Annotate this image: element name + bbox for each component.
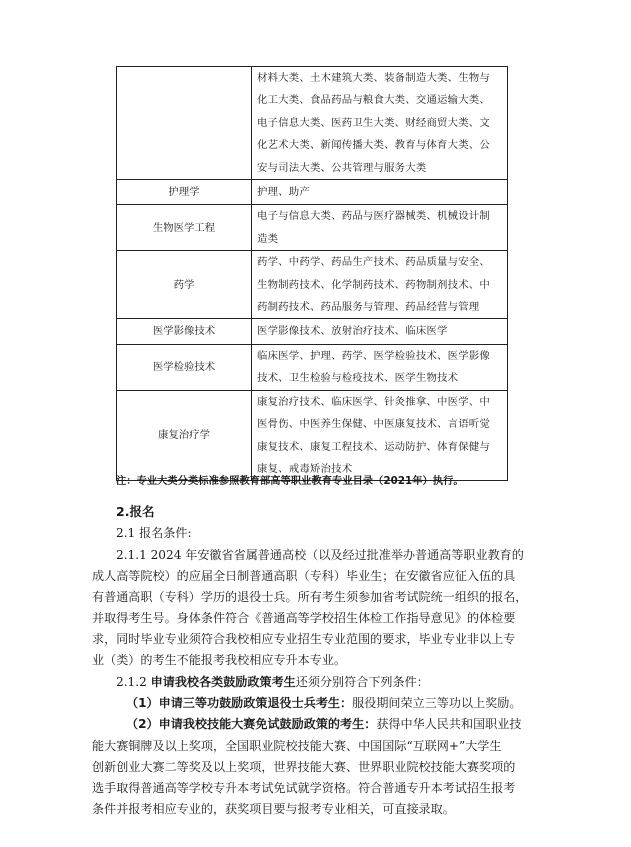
table-row [117,251,508,319]
item-2-line-2: 能大赛铜牌及以上奖项，全国职业院校技能大赛、中国国际“互联网+”大学生 [92,739,502,753]
table-row [117,205,508,251]
table-row [117,319,508,344]
para-2112-bold: 申请我校各类鼓励政策考生 [150,675,296,689]
allowed-majors-cell [252,319,508,344]
item-2 [126,715,521,732]
allowed-majors-line: 药学、中药学、药品生产技术、药品质量与安全、 [257,256,490,269]
item-2-line-5: 条件并报考相应专业的，获奖项目要与报考专业相关，可直接录取。 [92,802,455,816]
table-row [117,67,508,180]
table-row [117,390,508,481]
item-1 [126,694,521,711]
para-2111-line-4: 并取得考生号。身体条件符合《普通高等学校招生体检工作指导意见》的体检要 [92,611,516,625]
para-2112-rest: 还须分别符合下列条件： [295,675,429,689]
allowed-majors-line: 材料大类、土木建筑大类、装备制造大类、生物与 [257,72,490,84]
major-name-cell: 护理学 [117,180,252,205]
allowed-majors-line: 临床医学、护理、药学、医学检验技术、医学影像 [257,349,490,362]
item-2-num: （2） [126,717,159,731]
allowed-majors-cell [252,205,508,251]
item-2-bold: 申请我校技能大赛免试鼓励政策的考生： [158,717,377,731]
allowed-majors-line: 医学影像技术、放射治疗技术、临床医学 [257,325,448,338]
section-heading: 2.报名 [116,504,155,519]
para-2111-line-5: 求，同时毕业专业须符合我校相应专业招生专业范围的要求，毕业专业非以上专 [92,632,516,646]
major-name-cell: 生物医学工程 [117,205,252,251]
allowed-majors-line: 药制药技术、药品服务与管理、药品经营与管理 [257,301,480,314]
item-2-line-3: 创新创业大赛二等奖及以上奖项，世界技能大赛、世界职业院校技能大赛奖项的 [92,760,516,774]
allowed-majors-cell [252,180,508,205]
item-1-bold: 申请三等功鼓励政策退役士兵考生： [158,696,353,710]
allowed-majors-line: 化艺术大类、新闻传播大类、教育与体育大类、公 [257,139,490,152]
allowed-majors-line: 技术、卫生检验与检疫技术、医学生物技术 [257,372,459,385]
para-2112-prefix: 2.1.2 [116,675,151,689]
table-note: 注：专业大类分类标准参照教育部高等职业教育专业目录（2021年）执行。 [116,476,464,487]
major-name-cell: 医学影像技术 [117,319,252,344]
allowed-majors-line: 安与司法大类、公共管理与服务大类 [257,161,427,174]
allowed-majors-line: 护理、助产 [257,186,310,199]
para-2112 [116,673,429,690]
allowed-majors-line: 康复治疗技术、临床医学、针灸推拿、中医学、中 [257,395,490,408]
allowed-majors-line: 生物制药技术、化学制药技术、药物制剂技术、中 [257,278,490,291]
major-requirement-table [116,66,508,481]
para-2111-line-6: 业（类）的考生不能报考我校相应专升本专业。 [92,653,346,667]
item-1-num: （1） [126,696,159,710]
sub-heading-conditions: 2.1 报名条件: [116,526,192,540]
allowed-majors-line: 医骨伤、中医养生保健、中医康复技术、言语听觉 [257,418,490,431]
item-2-line-4: 选手取得普通高等学校专升本考试免试就学资格。符合普通专升本考试招生报考 [92,781,516,795]
allowed-majors-line: 康复技术、康复工程技术、运动防护、体育保健与 [257,440,490,453]
allowed-majors-cell [252,67,508,180]
para-2111-line-1: 2.1.1 2024 年安徽省省属普通高校（以及经过批准举办普通高等职业教育的 [116,548,524,562]
allowed-majors-line: 电子与信息大类、药品与医疗器械类、机械设计制 [257,210,490,223]
para-2111-line-2: 成人高等院校）的应届全日制普通高职（专科）毕业生；在安徽省应征入伍的具 [92,569,516,583]
allowed-majors-cell [252,390,508,481]
major-name-cell: 康复治疗学 [117,390,252,481]
allowed-majors-cell [252,344,508,390]
allowed-majors-line: 电子信息大类、医药卫生大类、财经商贸大类、文 [257,116,490,129]
allowed-majors-line: 造类 [257,232,279,245]
item-2-rest: 获得中华人民共和国职业技 [376,717,522,731]
table-row [117,344,508,390]
allowed-majors-line: 化工大类、食品药品与粮食大类、交通运输大类、 [257,94,490,107]
allowed-majors-line: 康复、戒毒矫治技术 [257,462,353,475]
major-name-cell: 药学 [117,251,252,319]
para-2111-line-3: 有普通高职（专科）学历的退役士兵。所有考生须参加省考试院统一组织的报名， [92,590,528,604]
allowed-majors-cell [252,251,508,319]
major-name-cell [117,67,252,180]
item-1-rest: 服役期间荣立三等功以上奖励。 [352,696,522,710]
major-name-cell: 医学检验技术 [117,344,252,390]
table-row [117,180,508,205]
